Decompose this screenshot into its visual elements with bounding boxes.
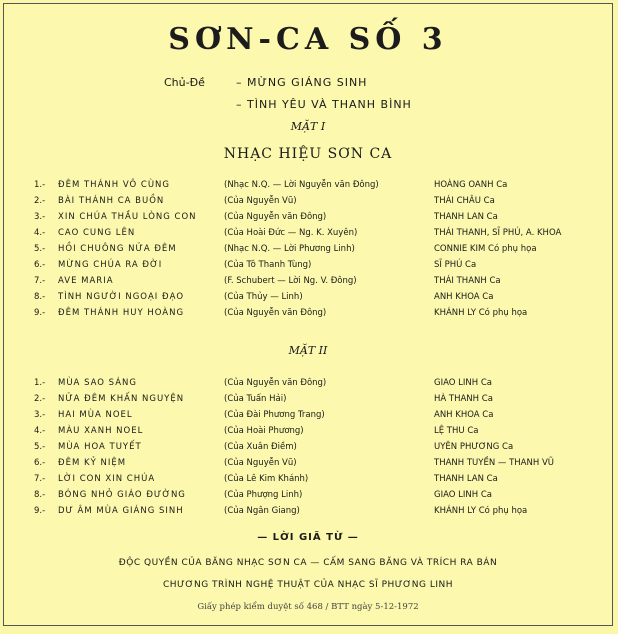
- track-credit: (Của Nguyễn Vũ): [224, 196, 297, 206]
- track-row: [34, 292, 594, 306]
- track-row: [34, 378, 594, 392]
- track-name: MÙA SAO SÁNG: [58, 378, 137, 388]
- album-title: SƠN-CA SỐ 3: [168, 22, 448, 57]
- track-name: XIN CHÚA THẦU LÒNG CON: [58, 212, 197, 222]
- track-artist: KHÁNH LY Có phụ họa: [434, 506, 528, 516]
- track-artist: THANH LAN Ca: [434, 474, 498, 484]
- track-row: [34, 426, 594, 440]
- track-credit: (Nhạc N.Q. — Lời Phương Linh): [224, 244, 355, 254]
- track-name: CAO CUNG LÊN: [58, 228, 136, 238]
- track-number: 1.-: [34, 378, 46, 388]
- track-artist: GIAO LINH Ca: [434, 378, 492, 388]
- track-credit: (Của Thủy — Linh): [224, 292, 303, 302]
- track-number: 4.-: [34, 228, 46, 238]
- cassette-insert: [3, 3, 613, 626]
- track-number: 9.-: [34, 506, 46, 516]
- track-credit: (Của Xuân Điềm): [224, 442, 297, 452]
- track-number: 2.-: [34, 196, 46, 206]
- track-row: [34, 410, 594, 424]
- track-number: 6.-: [34, 458, 46, 468]
- track-row: [34, 196, 594, 210]
- track-artist: HÀ THANH Ca: [434, 394, 493, 404]
- track-credit: (Của Ngân Giang): [224, 506, 300, 516]
- track-name: BÓNG NHỎ GIÁO ĐƯỜNG: [58, 490, 186, 500]
- track-credit: (Của Phượng Linh): [224, 490, 303, 500]
- side-2-label: MẶT II: [288, 344, 328, 357]
- track-row: [34, 506, 594, 520]
- track-row: [34, 474, 594, 488]
- track-artist: THÁI THANH, SĨ PHÚ, A. KHOA: [434, 228, 562, 238]
- track-name: ĐÊM THÁNH VÔ CÙNG: [58, 180, 171, 190]
- track-row: [34, 244, 594, 258]
- track-credit: (Của Hoài Đức — Ng. K. Xuyên): [224, 228, 358, 238]
- track-credit: (Của Đài Phương Trang): [224, 410, 325, 420]
- track-artist: UYÊN PHƯƠNG Ca: [434, 442, 514, 452]
- program-line: CHƯƠNG TRÌNH NGHỆ THUẬT CỦA NHẠC SĨ PHƯƠNG LINH: [162, 580, 453, 590]
- track-artist: THANH LAN Ca: [434, 212, 498, 222]
- track-artist: THANH TUYỀN — THANH VŨ: [434, 458, 554, 468]
- track-name: BÀI THÁNH CA BUỒN: [58, 196, 165, 206]
- track-name: AVE MARIA: [58, 276, 114, 286]
- license-line: Giấy phép kiểm duyệt số 468 / BTT ngày 5-12-1972: [197, 602, 419, 612]
- track-artist: ANH KHOA Ca: [434, 410, 494, 420]
- track-number: 2.-: [34, 394, 46, 404]
- track-artist: THÁI THANH Ca: [434, 276, 501, 286]
- track-name: MỪNG CHÚA RA ĐỜI: [58, 260, 163, 270]
- track-name: ĐÊM THÁNH HUY HOÀNG: [58, 308, 185, 318]
- theme-item: – MỪNG GIÁNG SINH: [236, 76, 368, 89]
- track-row: [34, 458, 594, 472]
- track-number: 5.-: [34, 442, 46, 452]
- track-number: 1.-: [34, 180, 46, 190]
- track-name: HAI MÙA NOEL: [58, 410, 133, 420]
- track-row: [34, 442, 594, 456]
- side-1-label: MẶT I: [290, 120, 326, 133]
- track-row: [34, 490, 594, 504]
- track-number: 4.-: [34, 426, 46, 436]
- track-row: [34, 394, 594, 408]
- track-artist: ANH KHOA Ca: [434, 292, 494, 302]
- copyright-line: ĐỘC QUYỀN CỦA BĂNG NHẠC SƠN CA — CẤM SANG BĂNG VÀ TRÍCH RA BÁN: [118, 558, 498, 568]
- track-number: 7.-: [34, 276, 46, 286]
- track-artist: THÁI CHÂU Ca: [434, 196, 495, 206]
- track-name: LỜI CON XIN CHÚA: [58, 474, 156, 484]
- track-row: [34, 180, 594, 194]
- track-row: [34, 212, 594, 226]
- track-credit: (Của Nguyễn văn Đông): [224, 212, 327, 222]
- theme-label: Chủ-Đề: [164, 76, 205, 89]
- track-credit: (F. Schubert — Lời Ng. V. Đông): [224, 276, 357, 286]
- track-credit: (Của Tuấn Hải): [224, 394, 287, 404]
- track-credit: (Của Nguyễn văn Đông): [224, 378, 327, 388]
- track-artist: GIAO LINH Ca: [434, 490, 492, 500]
- track-number: 8.-: [34, 292, 46, 302]
- track-credit: (Của Tô Thanh Tùng): [224, 260, 312, 270]
- track-name: NỬA ĐÊM KHẤN NGUYỆN: [58, 394, 185, 404]
- track-artist: LỆ THU Ca: [434, 426, 479, 436]
- track-number: 3.-: [34, 212, 46, 222]
- track-name: TÌNH NGƯỜI NGOẠI ĐẠO: [58, 292, 185, 302]
- track-number: 9.-: [34, 308, 46, 318]
- track-row: [34, 308, 594, 322]
- track-name: ĐÊM KỶ NIỆM: [58, 458, 127, 468]
- track-credit: (Của Nguyễn văn Đông): [224, 308, 327, 318]
- track-credit: (Nhạc N.Q. — Lời Nguyễn văn Đông): [224, 180, 379, 190]
- intro-title: NHẠC HIỆU SƠN CA: [223, 146, 393, 162]
- track-number: 7.-: [34, 474, 46, 484]
- track-number: 8.-: [34, 490, 46, 500]
- track-artist: CONNIE KIM Có phụ họa: [434, 244, 537, 254]
- track-row: [34, 276, 594, 290]
- farewell-title: — LỜI GIÃ TỪ —: [257, 532, 359, 543]
- track-credit: (Của Lê Kim Khánh): [224, 474, 309, 484]
- track-artist: KHÁNH LY Có phụ họa: [434, 308, 528, 318]
- track-row: [34, 260, 594, 274]
- track-artist: SĨ PHÚ Ca: [434, 260, 477, 270]
- track-name: MÙA HOA TUYẾT: [58, 442, 142, 452]
- track-number: 3.-: [34, 410, 46, 420]
- track-artist: HOÀNG OANH Ca: [434, 180, 508, 190]
- track-credit: (Của Nguyễn Vũ): [224, 458, 297, 468]
- track-name: HỒI CHUÔNG NỬA ĐÊM: [58, 244, 177, 254]
- track-number: 5.-: [34, 244, 46, 254]
- track-number: 6.-: [34, 260, 46, 270]
- track-row: [34, 228, 594, 242]
- theme-item: – TÌNH YÊU VÀ THANH BÌNH: [236, 98, 412, 111]
- track-name: DƯ ÂM MÙA GIÁNG SINH: [58, 506, 184, 516]
- track-credit: (Của Hoài Phương): [224, 426, 304, 436]
- track-name: MÀU XANH NOEL: [58, 426, 144, 436]
